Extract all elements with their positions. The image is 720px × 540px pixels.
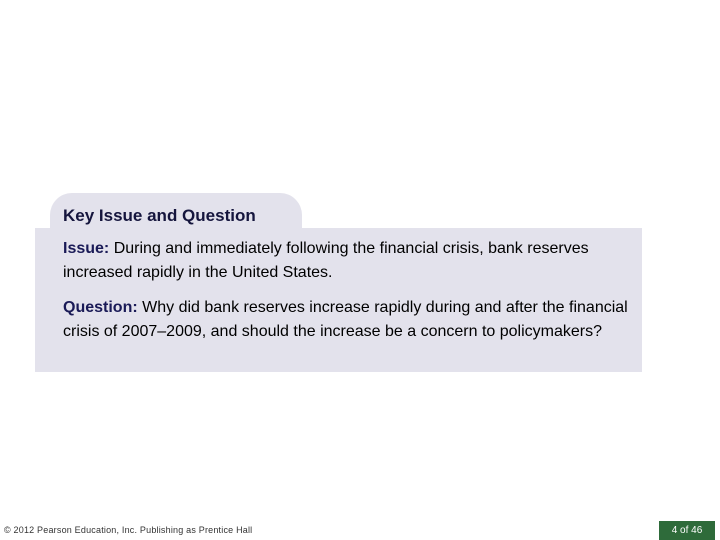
question-label: Question:: [63, 299, 138, 316]
issue-label: Issue:: [63, 240, 110, 257]
issue-paragraph: [63, 237, 633, 285]
question-paragraph: [63, 296, 633, 344]
question-text: Why did bank reserves increase rapidly during and after the financial crisis of 2007–2009, and should the increase be a concern to policymakers?: [63, 299, 628, 340]
page-indicator: 4 of 46: [659, 521, 715, 540]
heading-title: Key Issue and Question: [63, 206, 256, 225]
copyright-notice: © 2012 Pearson Education, Inc. Publishing as Prentice Hall: [4, 525, 253, 535]
issue-text: During and immediately following the financial crisis, bank reserves increased rapidly in the United States.: [63, 240, 589, 281]
